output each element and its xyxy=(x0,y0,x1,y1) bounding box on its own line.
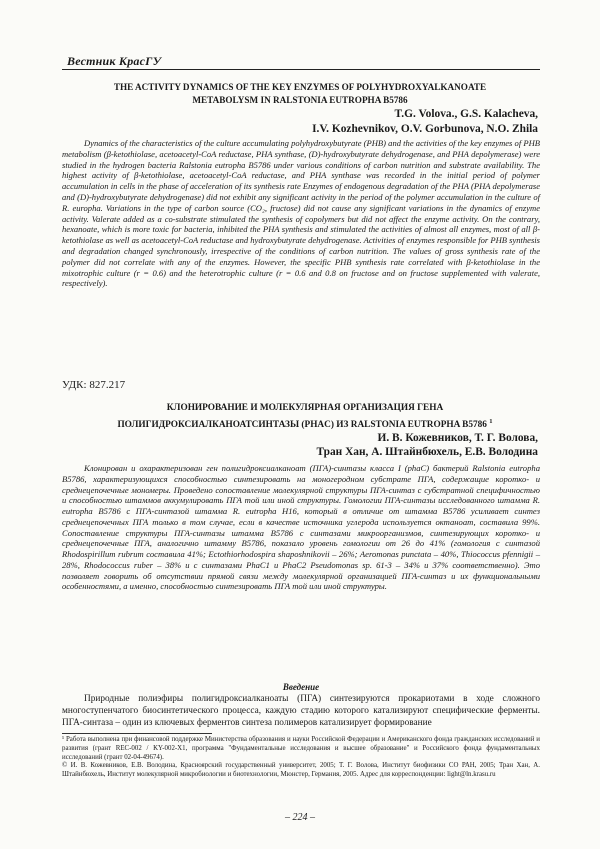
russian-title xyxy=(90,402,520,432)
page-number: – 224 – xyxy=(285,812,315,823)
introduction-text: Природные полиэфиры полигидроксиалканоаты (ПГА) синтезируются прокариотами в ходе сложного многоступенчатого биосинтетического процесса, каждую стадию которого катализируют специфические ферменты. ПГА-синтаза – один из ключевых ферментов синтеза полимеров катализирует формирование xyxy=(62,694,540,728)
russian-title-line2 xyxy=(90,415,520,432)
english-title xyxy=(70,81,530,107)
english-authors-line2: I.V. Kozhevnikov, O.V. Gorbunova, N.O. Zhila xyxy=(312,123,538,135)
russian-title-line2-text: ПОЛИГИДРОКСИАЛКАНОАТСИНТАЗЫ (PHAC) ИЗ RALSTONIA EUTROPHA B5786 xyxy=(117,420,487,431)
russian-title-line1: КЛОНИРОВАНИЕ И МОЛЕКУЛЯРНАЯ ОРГАНИЗАЦИЯ ГЕНА xyxy=(166,403,444,413)
english-title-line2: METABOLYSM IN RALSTONIA EUTROPHA B5786 xyxy=(192,95,408,105)
russian-abstract: Клонирован и охарактеризован ген полигидроксиалканоат (ПГА)-синтазы класса I (phaC) бактерий Ralstonia eutropha B5786, характеризующихся способностью синтезировать на моногеродном субстрате ПГА, содержащие коротко- и среднецепочечные мономеры. Проведено сопоставление молекулярной структуры ПГА-синтаз с субстратной специфичностью и способностью штаммов аккумулировать ПГА той или иной структуры. Гомологии ПГА-синтазы исследованного штамма R. eutropha B5786 с ПГА-синтазой штамма R. eutropha H16, который в отличие от штамма B5786 усиливает синтез среднецепочечных ПГА только в том случае, если в качестве источника углерода используется октаноат, составила 99%. Сопоставление структуры ПГА-синтазы штамма B5786 с синтазами микроорганизмов, синтезирующих коротко- и среднецепочечные ПГА, аналогично штамму B5786, показало уровень гомологии от 26 до 41% (гомология с синтазой Rhodospirillum rubrum составила 41%; Ectothiorhodospira shaposhnikovii – 26%; Aeromonas punctata – 40%, Thiococcus pfennigii – 28%, Rhodococcus ruber – 38% и с синтазами PhaC1 и PhaC2 Pseudomonas sp. 61-3 – 34% и 37% соответственно). Это позволяет говорить об отсутствии прямой связи между молекулярной организацией ПГА-синтаз и их функциональными особенностями, а именно, способностью синтезировать ПГА той или иной структуры. xyxy=(62,463,540,592)
english-authors-line1: T.G. Volova., G.S. Kalacheva, xyxy=(394,108,538,120)
footnote-divider xyxy=(62,733,212,734)
header-divider xyxy=(62,69,540,70)
footnote-copyright: © И. В. Кожевников, Е.В. Володина, Красноярский государственный университет, 2005; Т. Г. Волова, Институт биофизики СО РАН, 2005; Тран Хан, А. Штайнбюхель, Институт молекулярной микробиологии и биотехнологии, Мюнстер, Германия, 2005. Адрес для корреспонденции: light@ln.krasu.ru xyxy=(62,762,540,779)
udk-code: УДК: 827.217 xyxy=(62,379,126,391)
footnotes xyxy=(62,736,540,780)
introduction-heading: Введение xyxy=(282,682,320,692)
english-abstract: Dynamics of the characteristics of the culture accumulating polyhydroxybutyrate (PHB) and the activities of the key enzymes of PHB metabolism (β-ketothiolase, acetoacetyl-CoA reductase, PHA synthase, (D)-hydroxybutyrate dehydrogenase, and PHA depolymerase) were studied in the hydrogen bacteria Ralstonia eutropha B5786 under various conditions of carbon nutrition and substrate availability. The highest activity of β-ketothiolase, acetoacetyl-CoA reductase, and PHA synthase was recorded in the initial period of polymer accumulation in cells in the phase of acceleration of its synthesis rate Enzymes of endogenous degradation of the PHA (PHA depolymerase and (D)-hydroxybutyrate dehydrogenase) did not exhibit any significant activity in the period of the polymer accumulation in the culture of R. europha. Variations in the type of carbon source (CO₂, fructose) did not cause any significant variations in the dynamics of enzyme activity. Valerate added as a co-substrate stimulated the synthesis of copolymers but did not affect the enzyme activity. On the contrary, hexanoate, which is more toxic for bacteria, inhibited the PHA synthesis and stimulated the activities of almost all enzymes, most of all β-ketothiolase as well as acetoacetyl-CoA reductase and hydroxybutyrate dehydrogenase. Activities of enzymes responsible for PHB synthesis and degradation changed synchronously, irrespective of the conditions of carbon nutrition. The values of gross synthesis rate of the polymer did not correlate with any of the enzymes. However, the specific PHB synthesis rate correlated with β-ketothiolase in the mixotrophic culture (r = 0.6) and the heterotrophic culture (r = 0.6 and 0.8 on fructose and on fructose supplemented with valerate, respectively). xyxy=(62,138,540,289)
russian-authors-line2: Тран Хан, А. Штайнбюхель, Е.В. Володина xyxy=(316,446,538,458)
title-footnote-mark: 1 xyxy=(489,418,493,425)
journal-title: Вестник КрасГУ xyxy=(67,54,162,68)
footnote-funding: ¹ Работа выполнена при финансовой поддержке Министерства образования и науки Российской Федерации и Американского фонда гражданских исследований и развития (грант REC-002 / KY-002-X1, программа "Фундаментальные исследования и высшее образование" и Российского фонда фундаментальных исследований (грант 02-04-49674). xyxy=(62,736,540,761)
russian-authors-line1: И. В. Кожевников, Т. Г. Волова, xyxy=(377,432,538,444)
english-title-line1: THE ACTIVITY DYNAMICS OF THE KEY ENZYMES OF POLYHYDROXYALKANOATE xyxy=(113,82,487,92)
